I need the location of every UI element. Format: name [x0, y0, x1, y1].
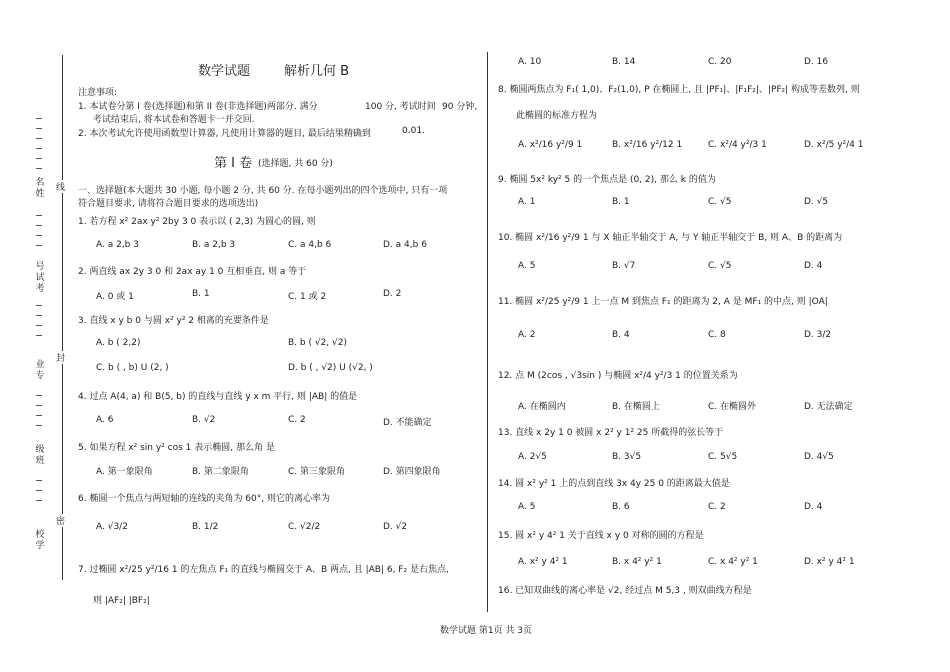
question-3: 3. 直线 x y b 0 与圆 x² y² 2 相离的充要条件是 — [78, 316, 269, 326]
column-divider — [487, 52, 488, 612]
question-4: 4. 过点 A(4, a) 和 B(5, b) 的直线与直线 y x m 平行, 则 |AB| 的值是 — [78, 392, 358, 402]
q12-option-d: D. 无法确定 — [804, 402, 853, 412]
q3-option-c: C. b ( , b) U (2, ) — [96, 363, 169, 373]
binding-major: 业专 — [35, 360, 45, 381]
q11-option-c: C. 8 — [708, 330, 726, 340]
q7-option-b: B. 14 — [612, 57, 636, 67]
q10-option-c: C. √5 — [708, 261, 732, 271]
question-7: 7. 过椭圆 x²/25 y²/16 1 的左焦点 F₁ 的直线与椭圆交于 A、B 两点, 且 |AB| 6, F₂ 是右焦点, — [78, 565, 449, 575]
q9-option-b: B. 1 — [612, 197, 630, 207]
q2-option-d: D. 2 — [383, 289, 402, 299]
q6-option-b: B. 1/2 — [192, 522, 219, 532]
part1-instructions-1: 一、选择题(本大题共 30 小题, 每小题 2 分, 共 60 分. 在每小题列出的四个选项中, 只有一项 — [78, 186, 448, 196]
q8-option-b: B. x²/16 y²/12 1 — [612, 140, 683, 150]
q12-option-a: A. 在椭圆内 — [518, 402, 566, 412]
question-15: 15. 圆 x² y 4² 1 关于直线 x y 0 对称的圆的方程是 — [498, 531, 704, 541]
q4-option-c: C. 2 — [288, 415, 306, 425]
q7-option-d: D. 16 — [804, 57, 829, 67]
binding-class: 级班 — [35, 445, 45, 466]
q13-option-a: A. 2√5 — [518, 452, 547, 462]
q7-option-a: A. 10 — [518, 57, 542, 67]
q4-option-a: A. 6 — [96, 415, 114, 425]
q2-option-c: C. 1 或 2 — [288, 292, 327, 302]
q1-option-b: B. a 2,b 3 — [192, 240, 236, 250]
seal-line-label: 线 — [56, 180, 65, 193]
binding-exam-number: 号试考 — [35, 262, 45, 294]
q8-option-d: D. x²/5 y²/4 1 — [804, 140, 864, 150]
question-8: 8. 椭圆两焦点为 F₁( 1,0)、F₂(1,0), P 在椭圆上, 且 |PF₁|、|F₁F₂|、|PF₂| 构成等差数列, 则 — [498, 85, 860, 95]
q13-option-c: C. 5√5 — [708, 452, 738, 462]
q11-option-d: D. 3/2 — [804, 330, 832, 340]
q13-option-d: D. 4√5 — [804, 452, 834, 462]
q12-option-c: C. 在椭圆外 — [708, 402, 757, 412]
q15-option-c: C. x 4² y² 1 — [708, 557, 758, 567]
page-title: 数学试题 — [198, 64, 251, 79]
q7-option-c: C. 20 — [708, 57, 732, 67]
q3-option-b: B. b ( √2, √2) — [288, 338, 347, 348]
question-16: 16. 已知双曲线的离心率是 √2, 经过点 M 5,3 , 则双曲线方程是 — [498, 586, 752, 596]
binding-school: 校学 — [35, 530, 45, 551]
q10-option-a: A. 5 — [518, 261, 536, 271]
q15-option-b: B. x 4² y² 1 — [612, 557, 662, 567]
q1-option-c: C. a 4,b 6 — [288, 240, 332, 250]
seal-secret-label: 密 — [56, 514, 65, 527]
q12-option-b: B. 在椭圆上 — [612, 402, 660, 412]
question-6: 6. 椭圆一个焦点与两短轴的连线的夹角为 60°, 则它的离心率为 — [78, 494, 330, 504]
section-note: (选择题, 共 60 分) — [258, 159, 333, 169]
q14-option-a: A. 5 — [518, 502, 536, 512]
section-title: 第 I 卷 — [214, 156, 253, 171]
question-14: 14. 圆 x² y² 1 上的点到直线 3x 4y 25 0 的距离最大值是 — [498, 479, 730, 489]
question-1: 1. 若方程 x² 2ax y² 2by 3 0 表示以 ( 2,3) 为圆心的圆, 则 — [78, 217, 316, 227]
q9-option-c: C. √5 — [708, 197, 732, 207]
q8-option-a: A. x²/16 y²/9 1 — [518, 140, 583, 150]
q15-option-a: A. x² y 4² 1 — [518, 557, 568, 567]
question-7-cont: 则 |AF₂| |BF₂| — [93, 596, 150, 606]
q14-option-c: C. 2 — [708, 502, 726, 512]
question-9: 9. 椭圆 5x² ky² 5 的一个焦点是 (0, 2), 那么 k 的值为 — [498, 175, 716, 185]
q13-option-b: B. 3√5 — [612, 452, 642, 462]
q6-option-a: A. √3/2 — [96, 522, 128, 532]
q3-option-d: D. b ( , √2) U (√2, ) — [288, 363, 373, 373]
q5-option-c: C. 第三象限角 — [288, 467, 346, 477]
notice-line-1-score: 100 分, 考试时间 — [365, 102, 436, 112]
q2-option-b: B. 1 — [192, 289, 210, 299]
q11-option-b: B. 4 — [612, 330, 630, 340]
q8-option-c: C. x²/4 y²/3 1 — [708, 140, 767, 150]
q9-option-d: D. √5 — [804, 197, 829, 207]
notice-heading: 注意事项: — [78, 88, 118, 98]
q10-option-d: D. 4 — [804, 261, 823, 271]
q6-option-d: D. √2 — [383, 522, 408, 532]
question-2: 2. 两直线 ax 2y 3 0 和 2ax ay 1 0 互相垂直, 则 a 等于 — [78, 267, 307, 277]
q14-option-b: B. 6 — [612, 502, 630, 512]
notice-line-2-precision: 0.01. — [402, 126, 425, 136]
part1-instructions-2: 符合题目要求, 请将符合题目要求的选项选出) — [78, 199, 259, 209]
notice-line-1-time: 90 分钟, — [442, 102, 478, 112]
q10-option-b: B. √7 — [612, 261, 636, 271]
q15-option-d: D. x² y 4² 1 — [804, 557, 855, 567]
question-12: 12. 点 M (2cos , √3sin ) 与椭圆 x²/4 y²/3 1 的位置关系为 — [498, 371, 738, 381]
question-11: 11. 椭圆 x²/25 y²/9 1 上一点 M 到焦点 F₁ 的距离为 2, A 是 MF₁ 的中点, 则 |OA| — [498, 297, 828, 307]
page-footer: 数学试题 第1页 共 3页 — [440, 626, 533, 636]
q2-option-a: A. 0 或 1 — [96, 292, 134, 302]
q14-option-d: D. 4 — [804, 502, 823, 512]
q5-option-d: D. 第四象限角 — [383, 467, 441, 477]
notice-line-1-cont: 考试结束后, 将本试卷和答题卡一并交回. — [93, 115, 255, 125]
page-subtitle: 解析几何 B — [284, 64, 350, 79]
binding-line — [62, 55, 63, 580]
q1-option-a: A. a 2,b 3 — [96, 240, 139, 250]
q9-option-a: A. 1 — [518, 197, 536, 207]
q5-option-a: A. 第一象限角 — [96, 467, 153, 477]
q4-option-b: B. √2 — [192, 415, 216, 425]
seal-seal-label: 封 — [56, 351, 65, 364]
question-8-cont: 此椭圆的标准方程为 — [516, 111, 598, 121]
question-5: 5. 如果方程 x² sin y² cos 1 表示椭圆, 那么角 是 — [78, 443, 275, 453]
q3-option-a: A. b ( 2,2) — [96, 338, 141, 348]
question-13: 13. 直线 x 2y 1 0 被圆 x 2² y 1² 25 所截得的弦长等于 — [498, 428, 724, 438]
notice-line-2: 2. 本次考试允许使用函数型计算器, 凡使用计算器的题目, 最后结果精确到 — [78, 129, 371, 139]
q4-option-d: D. 不能确定 — [383, 418, 432, 428]
binding-name: 名姓 — [35, 178, 45, 199]
notice-line-1: 1. 本试卷分第 I 卷(选择题)和第 II 卷(非选择题)两部分. 满分 — [78, 102, 318, 112]
question-10: 10. 椭圆 x²/16 y²/9 1 与 X 轴正半轴交于 A, 与 Y 轴正半轴交于 B, 则 A、B 的距离为 — [498, 233, 843, 243]
q11-option-a: A. 2 — [518, 330, 536, 340]
q5-option-b: B. 第二象限角 — [192, 467, 249, 477]
q1-option-d: D. a 4,b 6 — [383, 240, 427, 250]
q6-option-c: C. √2/2 — [288, 522, 321, 532]
